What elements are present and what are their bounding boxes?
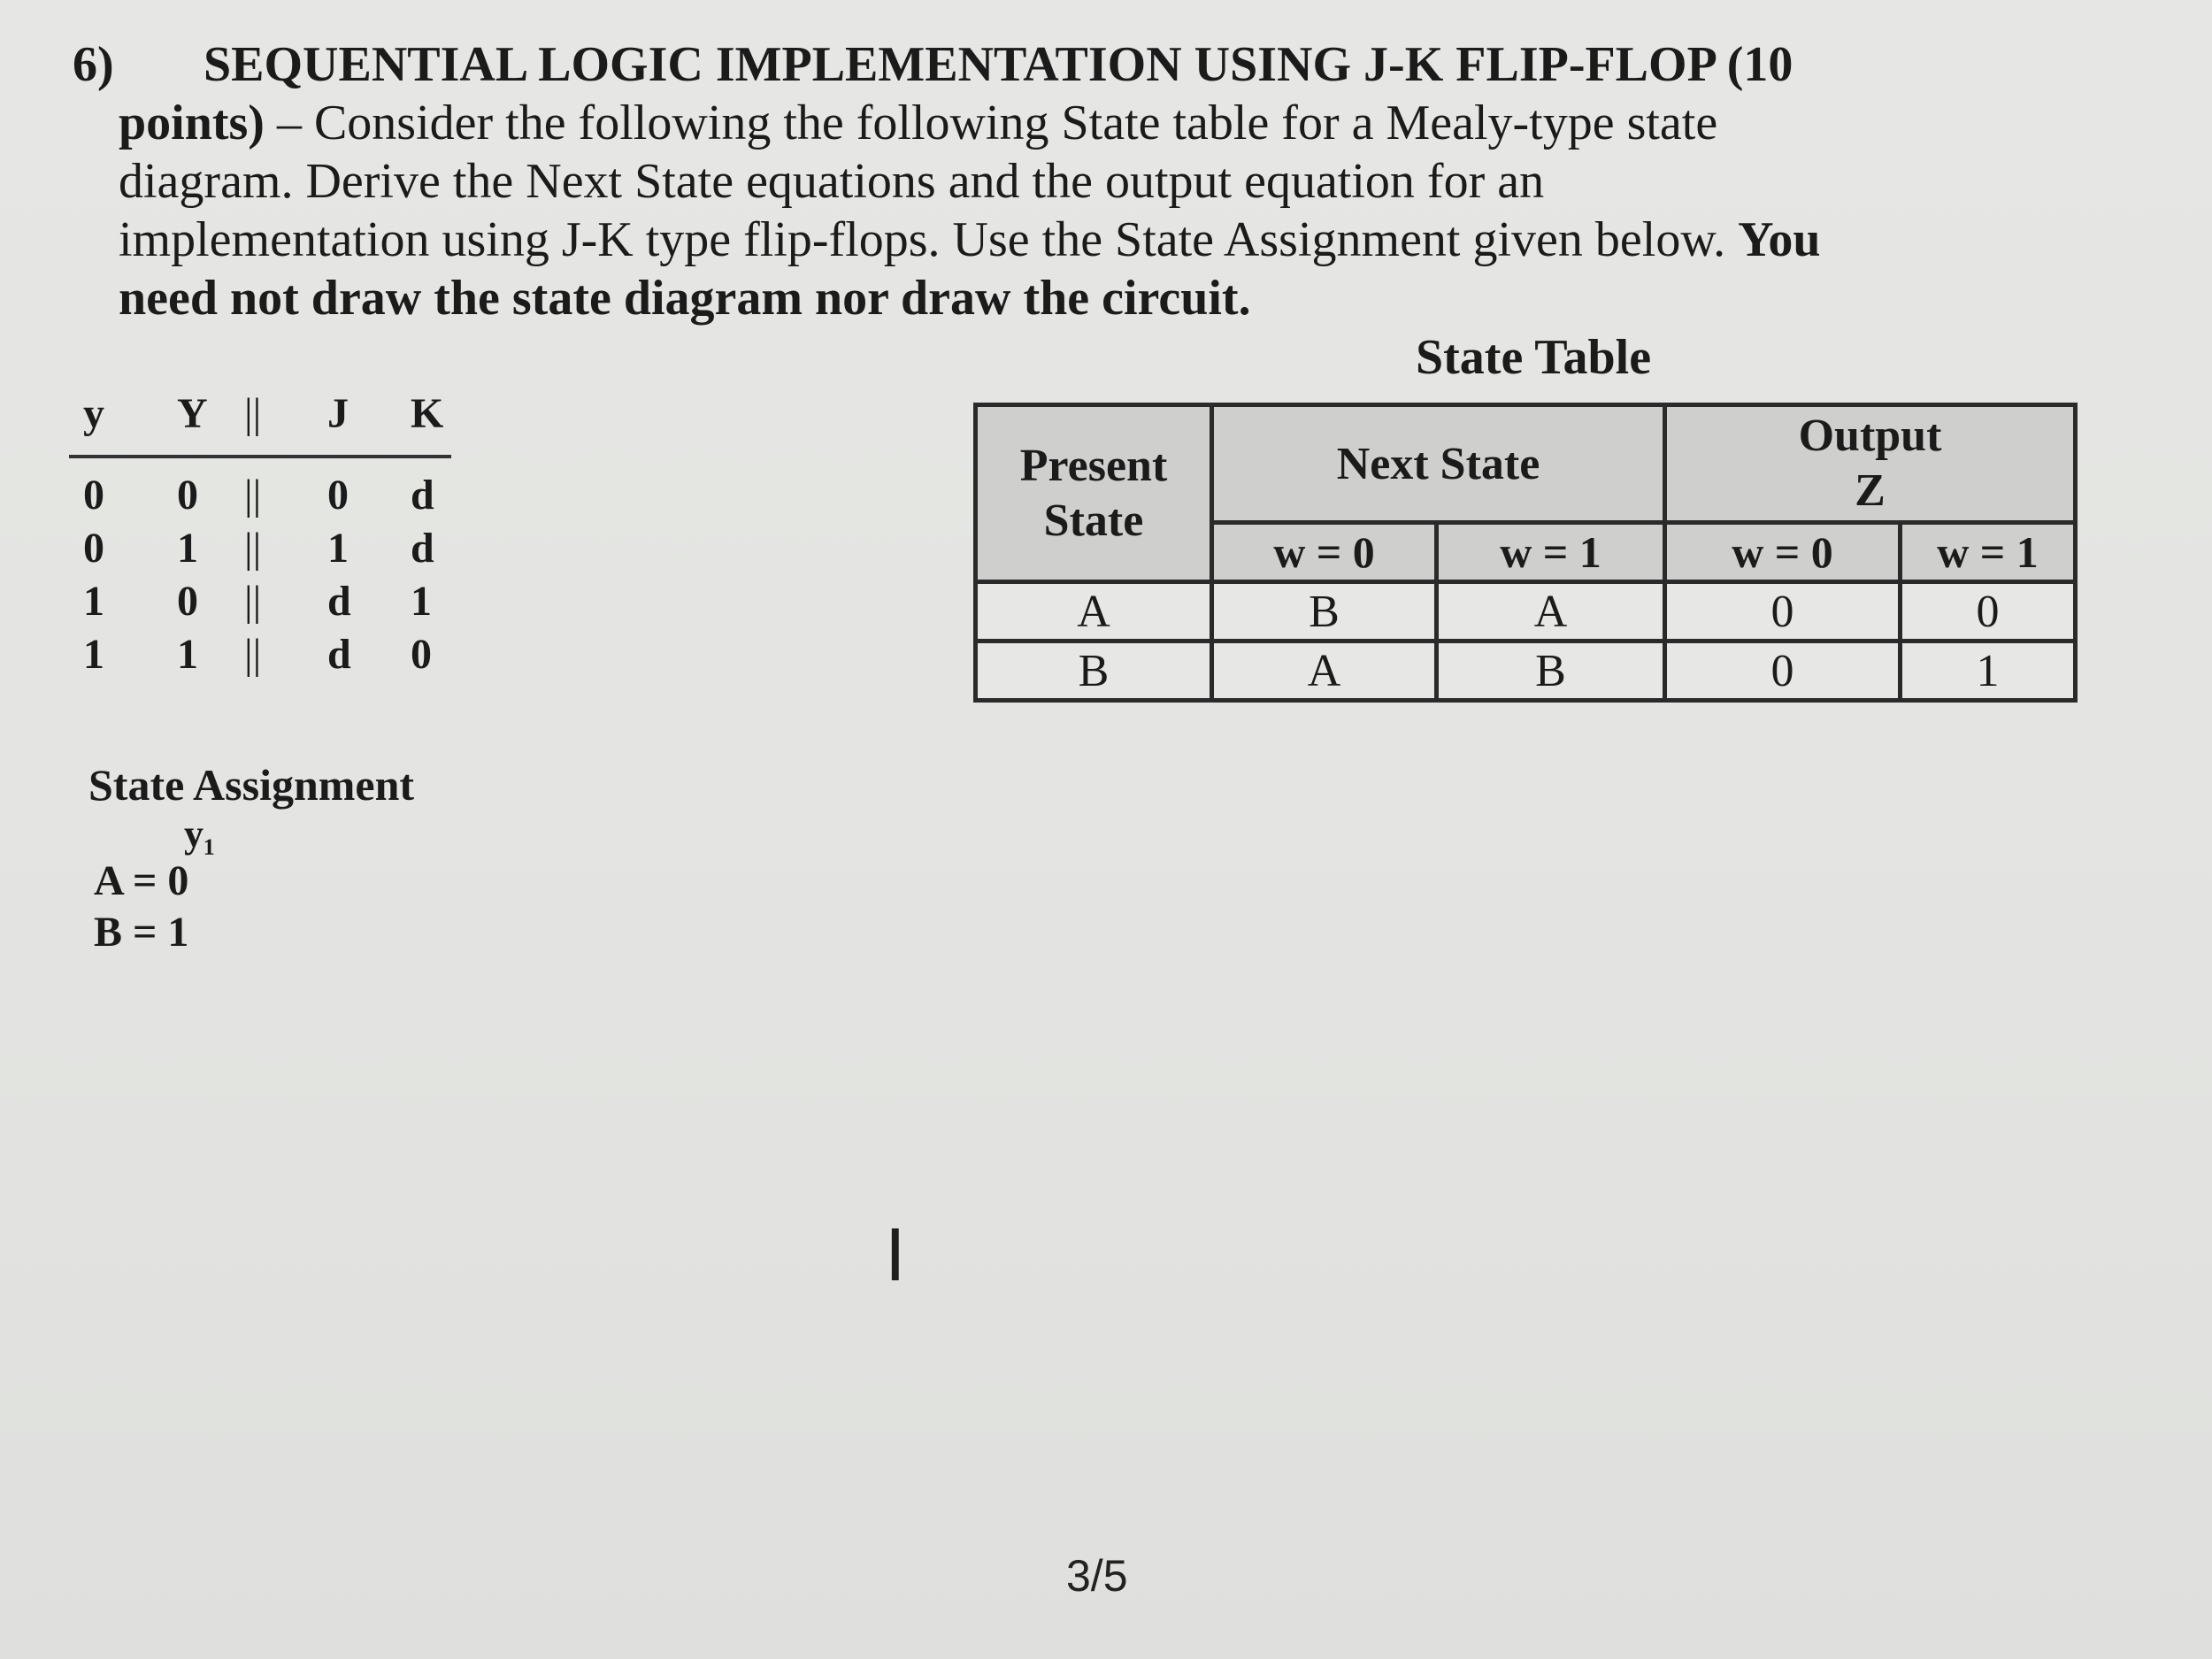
- assignment-row-a: A = 0: [94, 857, 189, 904]
- cell-next-w1: A: [1437, 582, 1665, 641]
- jk-excitation-table: [69, 389, 458, 683]
- problem-title-line: [73, 35, 2063, 94]
- cell-out-w1: 0: [1901, 582, 2076, 641]
- cell-y: 0: [83, 525, 104, 572]
- problem-line-2-text: – Consider the following the following State table for a Mealy-type state: [264, 96, 1718, 150]
- state-table-header-row: [976, 405, 2076, 523]
- cell-J: d: [327, 631, 351, 678]
- table-row: [976, 582, 2076, 641]
- header-y: y: [83, 390, 104, 437]
- problem-statement: [73, 35, 2063, 327]
- cell-divider: ||: [244, 525, 262, 572]
- state-assignment-title: State Assignment: [88, 760, 415, 810]
- cell-K: d: [411, 472, 434, 518]
- excitation-header-row: [69, 389, 458, 455]
- text-cursor-icon: I: [885, 1215, 906, 1297]
- problem-number: 6): [73, 37, 114, 92]
- assignment-row-b: B = 1: [94, 909, 189, 956]
- cell-y: 0: [83, 472, 104, 518]
- cell-K: 1: [411, 578, 432, 625]
- cell-divider: ||: [244, 578, 262, 625]
- output-header: [1665, 405, 2076, 523]
- cell-Y: 0: [177, 472, 198, 518]
- header-Y: Y: [177, 390, 208, 437]
- state-assignment: [88, 757, 414, 958]
- cell-J: 0: [327, 472, 349, 518]
- state-variable: y₁: [184, 812, 216, 856]
- cell-Y: 1: [177, 631, 198, 678]
- cell-out-w1: 1: [1901, 641, 2076, 701]
- problem-points: points): [119, 96, 265, 150]
- cell-y: 1: [83, 631, 104, 678]
- cell-divider: ||: [244, 631, 262, 678]
- table-row: [69, 524, 458, 577]
- cell-present: A: [976, 582, 1212, 641]
- cell-J: 1: [327, 525, 349, 572]
- problem-title: SEQUENTIAL LOGIC IMPLEMENTATION USING J-K FLIP-FLOP (10: [204, 37, 1793, 92]
- state-table-caption: State Table: [1416, 330, 1652, 385]
- cell-J: d: [327, 578, 351, 625]
- header-J: J: [327, 390, 349, 437]
- cell-y: 1: [83, 578, 104, 625]
- table-row: [976, 641, 2076, 701]
- problem-line-4-bold: You: [1738, 212, 1821, 267]
- header-divider: ||: [244, 390, 262, 437]
- cell-out-w0: 0: [1665, 641, 1901, 701]
- table-row: [69, 471, 458, 524]
- cell-K: d: [411, 525, 434, 572]
- cell-next-w1: B: [1437, 641, 1665, 701]
- excitation-header-rule: [69, 455, 451, 458]
- cell-next-w0: B: [1212, 582, 1437, 641]
- cell-next-w0: A: [1212, 641, 1437, 701]
- table-row: [69, 630, 458, 683]
- subheader-next-w1: w = 1: [1437, 523, 1665, 582]
- problem-line-4-text: implementation using J-K type flip-flops. Use the State Assignment given below.: [119, 212, 1739, 267]
- state-table: [973, 403, 2078, 703]
- problem-line-2: [73, 94, 2063, 152]
- cell-present: B: [976, 641, 1212, 701]
- present-state-header-text: Present State: [1019, 440, 1168, 546]
- table-row: [69, 577, 458, 630]
- cell-Y: 1: [177, 525, 198, 572]
- present-state-header: [976, 405, 1212, 582]
- output-header-line2: Z: [1855, 465, 1886, 516]
- subheader-out-w0: w = 0: [1665, 523, 1901, 582]
- problem-line-5: need not draw the state diagram nor draw the circuit.: [119, 271, 1251, 326]
- subheader-next-w0: w = 0: [1212, 523, 1437, 582]
- page-number: 3/5: [1066, 1551, 1128, 1601]
- cell-K: 0: [411, 631, 432, 678]
- cell-divider: ||: [244, 472, 262, 518]
- header-K: K: [411, 390, 444, 437]
- output-header-line1: Output: [1798, 411, 1942, 461]
- problem-line-4: [73, 211, 2063, 269]
- problem-line-3: diagram. Derive the Next State equations and the output equation for an: [119, 154, 1545, 209]
- subheader-out-w1: w = 1: [1901, 523, 2076, 582]
- cell-out-w0: 0: [1665, 582, 1901, 641]
- next-state-header: Next State: [1212, 405, 1665, 523]
- cell-Y: 0: [177, 578, 198, 625]
